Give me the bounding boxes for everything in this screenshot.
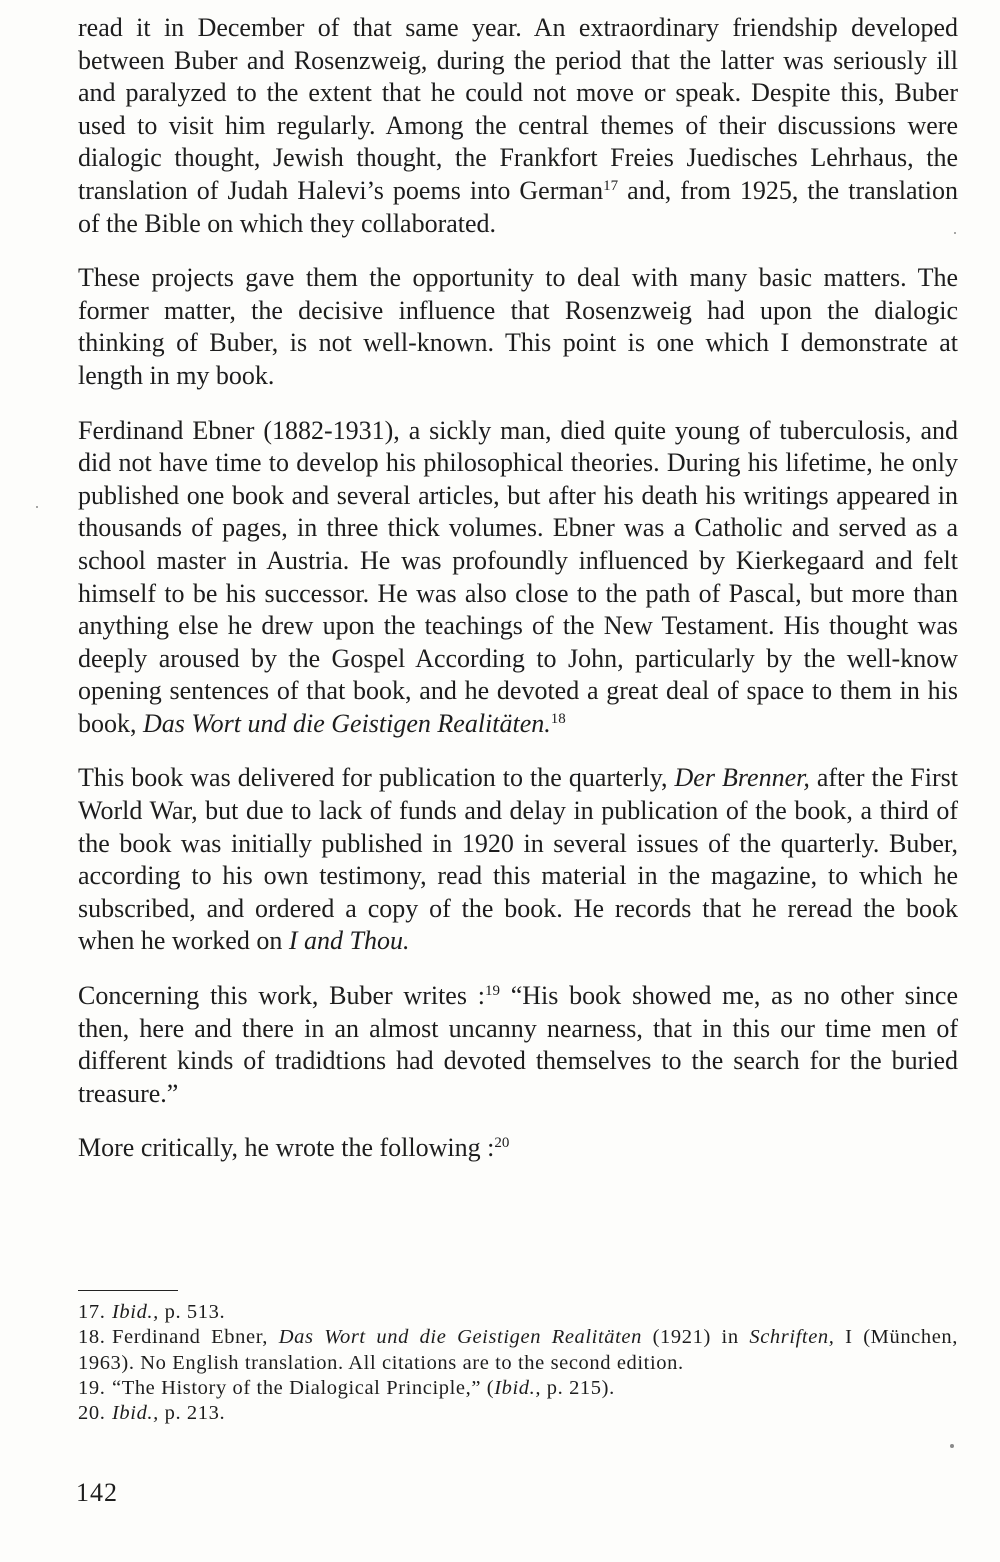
footnote [78, 1376, 958, 1401]
text-run: p. 215). [541, 1376, 615, 1399]
text-run: Ferdinand Ebner, [112, 1326, 279, 1349]
footnotes [78, 1300, 958, 1426]
footnote-text [112, 1301, 225, 1323]
text-run: “The History of the Dialogical Principle,” ( [112, 1376, 495, 1399]
scan-speck [36, 506, 38, 508]
footnote-separator [78, 1290, 178, 1291]
italic-text: I and Thou. [288, 926, 410, 956]
footnote-text [112, 1402, 225, 1424]
footnote-number: 18. [78, 1326, 106, 1349]
paragraph [78, 415, 958, 741]
text-run: p. 513. [158, 1301, 226, 1323]
paragraph [78, 762, 958, 958]
footnote [78, 1401, 958, 1426]
text-run: More critically, he wrote the following : [78, 1133, 495, 1163]
text-run: after the First World War, but due to lack of funds and delay in publication of the book, a third of the book was initially published in 1920 in several issues of the quarterly. Buber, according to his own testimony, read this material in the magazine, to which he subscribed, and ordered a copy of the book. He records that he reread the book when he worked on [78, 763, 958, 956]
page-number: 142 [76, 1478, 118, 1507]
paragraph [78, 980, 958, 1110]
text-run: “His book showed me, as no other since then, here and there in an almost uncanny nearness, that in this our time men of different kinds of tradidtions had devoted themselves to the search for the buried treasure.” [78, 981, 959, 1108]
text-run: and, from 1925, the translation of the Bible on which they collaborated. [78, 175, 958, 238]
footnote [78, 1300, 958, 1325]
text-run: Concerning this work, Buber writes : [78, 981, 485, 1011]
italic-text: Ibid., [112, 1402, 159, 1425]
italic-text: Das Wort und die Geistigen Realitäten. [143, 708, 551, 738]
scan-speck [954, 232, 956, 234]
text-run: read it in December of that same year. An extraordinary friendship developed between Buber and Rosenzweig, during the period that the latter was seriously ill and paralyzed to the extent that he could not move or speak. Despite this, Buber used to visit him regularly. Among the central themes of their discussions were dialogic thought, Jewish thought, the Frankfort Freies Juedisches Lehrhaus, the translation of Judah Halevi’s poems into German [78, 13, 958, 205]
footnote-text [112, 1377, 615, 1399]
footnote-text [78, 1326, 958, 1373]
italic-text: Das Wort und die Geistigen Realitäten [278, 1326, 642, 1349]
scan-speck [950, 1444, 954, 1448]
text-run: (1921) in [641, 1326, 750, 1349]
text-run: Ferdinand Ebner (1882-1931), a sickly man, died quite young of tuberculosis, and did not have time to develop his philosophical theories. During his lifetime, he only published one book and several articles, but after his death his writings appeared in thousands of pages, in three thick volumes. Ebner was a Catholic and served as a school master in Austria. He was profoundly influenced by Kierkegaard and felt himself to be his successor. He was also close to the path of Pascal, but more than anything else he drew upon the teachings of the New Testament. His thought was deeply aroused by the Gospel According to John, particularly by the well-know opening sentences of that book, and he devoted a great deal of space to them in his book, [78, 415, 958, 738]
footnote [78, 1325, 958, 1376]
italic-text: Der Brenner, [674, 763, 810, 793]
footnote-number: 17. [78, 1301, 106, 1323]
footnote-number: 19. [78, 1376, 106, 1399]
italic-text: Ibid., [112, 1301, 159, 1323]
text-run: p. 213. [158, 1402, 226, 1425]
text-run: These projects gave them the opportunity to deal with many basic matters. The former matter, the decisive influence that Rosenzweig had upon the dialogic thinking of Buber, is not well-known. This point is one which I demonstrate at length in my book. [78, 263, 958, 390]
paragraph [78, 12, 958, 240]
paragraph [78, 262, 958, 392]
footnote-reference: 19 [484, 983, 500, 1000]
italic-text: Schriften, [749, 1326, 835, 1349]
body-text [78, 12, 958, 1165]
italic-text: Ibid., [494, 1376, 542, 1399]
text-run: I (München, 1963). No English translation. All citations are to the second edition. [78, 1326, 959, 1374]
footnote-reference: 18 [550, 710, 566, 727]
footnote-reference: 20 [494, 1135, 510, 1152]
text-run: This book was delivered for publication to the quarterly, [78, 763, 675, 793]
footnote-number: 20. [78, 1402, 106, 1425]
footnote-reference: 17 [603, 177, 619, 194]
paragraph [78, 1132, 958, 1165]
